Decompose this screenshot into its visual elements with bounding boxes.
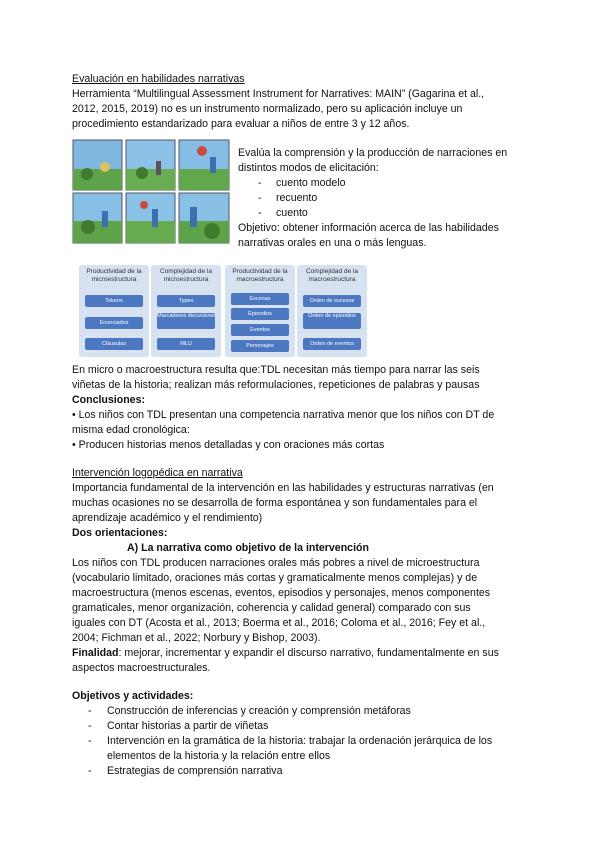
subheading-a: A) La narrativa como objetivo de la intervención bbox=[127, 542, 369, 554]
mode-label: cuento modelo bbox=[276, 177, 346, 189]
column-title: Complejidad de la macroestructura bbox=[305, 268, 359, 283]
dash-marker: - bbox=[258, 192, 262, 204]
dash-marker: - bbox=[88, 705, 92, 717]
body-line-4: gramaticales, menor organización, coherencia y calidad general) comparado con sus bbox=[72, 602, 471, 614]
conclusions-heading: Conclusiones: bbox=[72, 394, 145, 406]
column-title: Productividad de la microestructura bbox=[86, 268, 142, 283]
column-item: Orden de episodios bbox=[303, 313, 361, 329]
body-line-1: Los niños con TDL producen narraciones orales más pobres a nivel de microestructura bbox=[72, 557, 480, 569]
dash-marker: - bbox=[88, 765, 92, 777]
objective-text: elementos de la historia y la relación entre ellos bbox=[107, 750, 331, 762]
diagram-column-3 bbox=[225, 265, 295, 357]
objective-line-2: narrativas orales en una o más lenguas. bbox=[238, 237, 427, 249]
panel-3 bbox=[179, 140, 229, 190]
column-item: Episodios bbox=[231, 308, 289, 320]
finalidad-label: Finalidad bbox=[72, 647, 119, 659]
dash-marker: - bbox=[88, 735, 92, 747]
objective-text: Construcción de inferencias y creación y comprensión metáforas bbox=[107, 705, 411, 717]
dash-marker: - bbox=[258, 207, 262, 219]
column-item: Types bbox=[157, 295, 215, 307]
body-line-6: 2004; Fichman et al., 2022; Norbury y Bishop, 2003). bbox=[72, 632, 321, 644]
column-item: Orden de eventos bbox=[303, 338, 361, 350]
body-line-3: macroestructura (menos escenas, eventos, episodios y personajes, menos componentes bbox=[72, 587, 491, 599]
panel-1 bbox=[73, 140, 122, 190]
micro-line-2: viñetas de la historia; realizan más reformulaciones, repeticiones de palabras y pausas bbox=[72, 379, 480, 391]
dash-marker: - bbox=[88, 720, 92, 732]
dash-marker: - bbox=[258, 177, 262, 189]
conclusion-line-3: • Producen historias menos detalladas y con oraciones más cortas bbox=[72, 439, 385, 451]
diagram-column-1 bbox=[79, 265, 149, 357]
intro-line-1: Herramienta “Multilingual Assessment Instrument for Narratives: MAIN” (Gagarina et al., bbox=[72, 88, 485, 100]
column-title: Complejidad de la microestructura bbox=[159, 268, 213, 283]
mode-label: recuento bbox=[276, 192, 318, 204]
mode-label: cuento bbox=[276, 207, 308, 219]
panel-4 bbox=[73, 193, 122, 243]
story-panels-illustration bbox=[72, 139, 230, 244]
conclusion-line-2: misma edad cronológica: bbox=[72, 424, 190, 436]
column-item: Enunciados bbox=[85, 317, 143, 329]
column-item: Personajes bbox=[231, 340, 289, 352]
micro-line-1: En micro o macroestructura resulta que:TDL necesitan más tiempo para narrar las seis bbox=[72, 364, 480, 376]
objective-text: Intervención en la gramática de la historia: trabajar la ordenación jerárquica de los bbox=[107, 735, 493, 747]
eval-line-2: distintos modos de elicitación: bbox=[238, 162, 379, 174]
column-item: Tokens bbox=[85, 295, 143, 307]
column-item: Escenas bbox=[231, 293, 289, 305]
objective-text: Contar historias a partir de viñetas bbox=[107, 720, 269, 732]
panel-2 bbox=[126, 140, 175, 190]
intro-line-3: procedimiento estandarizado para evaluar a niños de entre 3 y 12 años. bbox=[72, 118, 410, 130]
column-item: Orden de sucesos bbox=[303, 295, 361, 307]
finalidad-line-2: aspectos macroestructurales. bbox=[72, 662, 211, 674]
column-title: Productividad de la macroestructura bbox=[232, 268, 288, 283]
column-item: MLU bbox=[157, 338, 215, 350]
column-item: Cláusulas bbox=[85, 338, 143, 350]
objectives-heading: Objetivos y actividades: bbox=[72, 690, 194, 702]
intro-line-2: 2012, 2015, 2019) no es un instrumento normalizado, pero su aplicación incluye un bbox=[72, 103, 463, 115]
importance-line-1: Importancia fundamental de la intervención en las habilidades y estructuras narrativas (en bbox=[72, 482, 494, 494]
section-heading-intervencion: Intervención logopédica en narrativa bbox=[72, 467, 243, 479]
story-panels-svg bbox=[72, 139, 230, 244]
importance-line-3: aprendizaje académico y el rendimiento) bbox=[72, 512, 263, 524]
column-item: Eventos bbox=[231, 324, 289, 336]
conclusion-line-1: • Los niños con TDL presentan una competencia narrativa menor que los niños con DT de bbox=[72, 409, 495, 421]
panel-6 bbox=[179, 193, 229, 243]
column-item: Marcadores discursivos bbox=[157, 313, 215, 329]
diagram-column-4 bbox=[297, 265, 367, 357]
panel-5 bbox=[126, 193, 175, 243]
eval-line-1: Evalúa la comprensión y la producción de narraciones en bbox=[238, 147, 508, 159]
diagram-column-2 bbox=[151, 265, 221, 357]
body-line-2: (vocabulario limitado, oraciones más cortas y gramaticalmente menos complejas) y de bbox=[72, 572, 478, 584]
importance-line-2: muchas ocasiones no se desarrolla de forma espontánea y son fundamentales para el bbox=[72, 497, 478, 509]
finalidad-text: : mejorar, incrementar y expandir el discurso narrativo, fundamentalmente en sus bbox=[118, 647, 499, 659]
section-heading-evaluacion: Evaluación en habilidades narrativas bbox=[72, 73, 245, 85]
body-line-5: iguales con DT (Acosta et al., 2013; Boerma et al., 2016; Coloma et al., 2016; Fey et al., bbox=[72, 617, 486, 629]
orientations-label: Dos orientaciones: bbox=[72, 527, 168, 539]
finalidad-line-1 bbox=[72, 646, 528, 661]
objective-line-1: Objetivo: obtener información acerca de las habilidades bbox=[238, 222, 499, 234]
objective-text: Estrategias de comprensión narrativa bbox=[107, 765, 283, 777]
